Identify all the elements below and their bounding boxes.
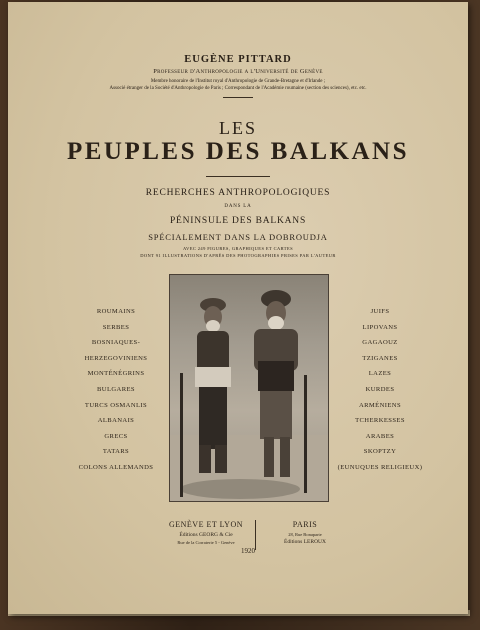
peoples-list-left bbox=[70, 304, 162, 476]
peoples-list-right bbox=[334, 304, 426, 476]
author-title: Professeur d'Anthropologie a l'Université de Genève bbox=[153, 68, 323, 75]
list-item: TCHERKESSES bbox=[355, 417, 405, 425]
publisher-right-editor: Éditions LEROUX bbox=[283, 539, 326, 545]
publisher-divider bbox=[255, 520, 256, 550]
publisher-right-address: 28, Rue Bonaparte bbox=[288, 532, 322, 537]
list-item: MONTÉNÉGRINS bbox=[87, 370, 145, 378]
author-name: EUGÈNE PITTARD bbox=[184, 54, 292, 65]
list-item: TATARS bbox=[102, 448, 130, 456]
title-les: LES bbox=[218, 118, 257, 138]
list-item: COLONS ALLEMANDS bbox=[78, 463, 154, 471]
divider-rule bbox=[206, 176, 270, 177]
subtitle-line-2: DANS LA bbox=[224, 204, 252, 209]
list-item: LIPOVANS bbox=[362, 323, 398, 331]
cover-photograph bbox=[169, 274, 329, 502]
subtitle-line-6: DONT 91 ILLUSTRATIONS D'APRÈS DES PHOTOGRAPHIES PRISES PAR L'AUTEUR bbox=[140, 253, 336, 258]
divider-rule bbox=[223, 97, 253, 98]
list-item: TURCS OSMANLIS bbox=[84, 401, 148, 409]
publisher-right-city: PARIS bbox=[292, 520, 318, 529]
list-item: (EUNUQUES RELIGIEUX) bbox=[337, 463, 423, 471]
list-item: SERBES bbox=[102, 323, 130, 331]
list-item: SKOPTZY bbox=[363, 448, 397, 456]
author-affiliation-1: Membre honoraire de l'Institut royal d'Anthropologie de Grande-Bretagne et d'Irlande ; bbox=[150, 79, 326, 84]
list-item: HERZEGOVINIENS bbox=[84, 354, 148, 362]
list-item: JUIFS bbox=[370, 308, 390, 315]
list-item: BULGARES bbox=[96, 385, 135, 393]
list-item: GRECS bbox=[104, 432, 128, 440]
subtitle-line-5: AVEC 249 FIGURES, GRAPHIQUES ET CARTES bbox=[182, 246, 294, 251]
publication-year: 1920 bbox=[241, 547, 255, 555]
list-item: GAGAOUZ bbox=[362, 339, 398, 347]
book-cover bbox=[8, 2, 468, 614]
publisher-left-city: GENÈVE ET LYON bbox=[168, 520, 244, 529]
list-item: LAZES bbox=[368, 370, 392, 378]
list-item: KURDES bbox=[365, 385, 395, 393]
subtitle-line-4: SPÉCIALEMENT DANS LA DOBROUDJA bbox=[148, 232, 328, 242]
list-item: ARMÉNIENS bbox=[358, 401, 402, 409]
list-item: ALBANAIS bbox=[97, 417, 135, 425]
two-men-photo-illustration bbox=[170, 275, 328, 501]
publisher-left-editor: Éditions GEORG & Cie bbox=[179, 532, 233, 538]
subtitle-line-1: RECHERCHES ANTHROPOLOGIQUES bbox=[145, 188, 331, 198]
author-affiliation-2: Associé étranger de la Société d'Anthropologie de Paris ; Correspondant de l'Académie roumaine (section des sciences), etc. etc. bbox=[109, 86, 367, 91]
list-item: ARABES bbox=[365, 432, 395, 440]
book-title: PEUPLES DES BALKANS bbox=[66, 138, 410, 165]
list-item: BOSNIAQUES- bbox=[91, 339, 141, 347]
list-item: TZIGANES bbox=[362, 354, 398, 362]
publisher-left-note: Rue de la Corraterie 5 - Genève bbox=[177, 540, 235, 545]
list-item: ROUMAINS bbox=[96, 308, 136, 315]
subtitle-line-3: PÉNINSULE DES BALKANS bbox=[169, 216, 307, 226]
